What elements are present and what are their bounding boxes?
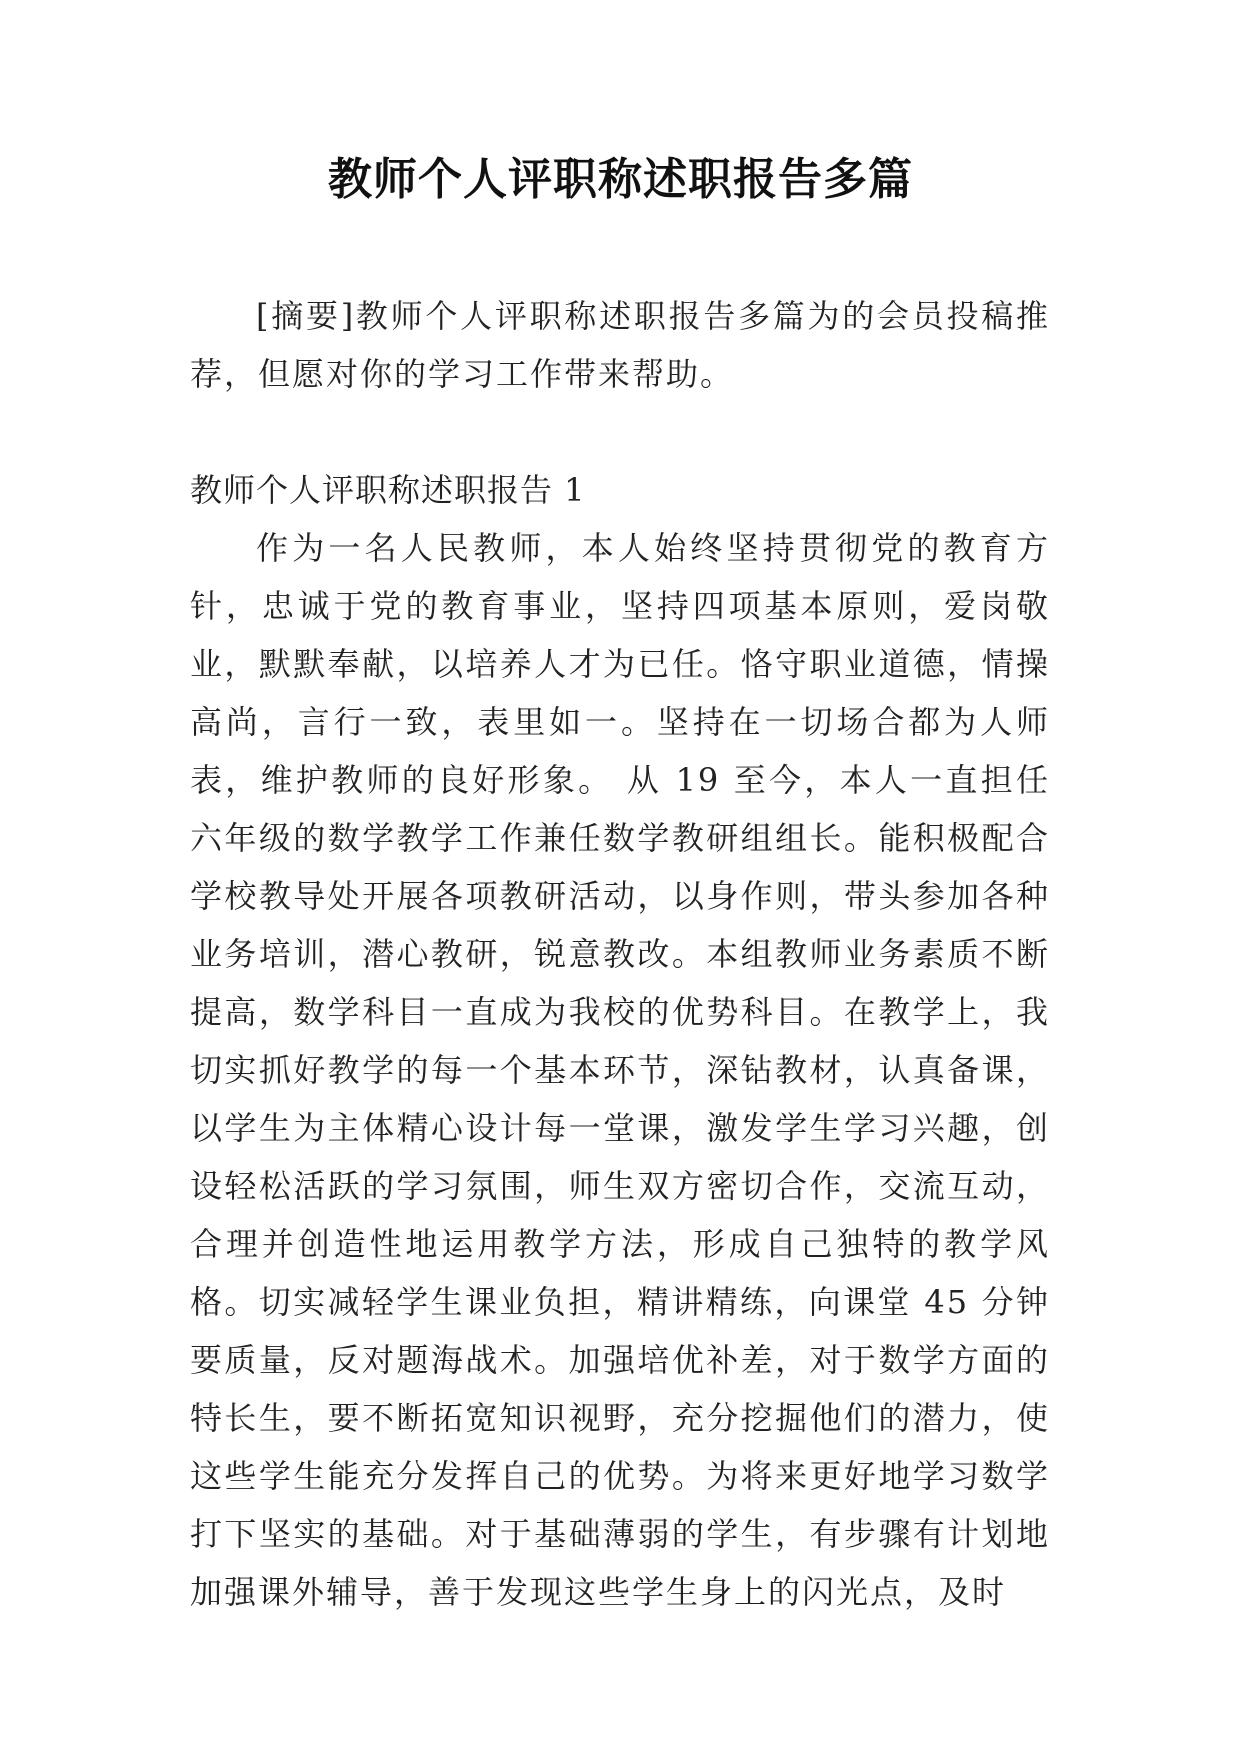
body-paragraph: 作为一名人民教师，本人始终坚持贯彻党的教育方针，忠诚于党的教育事业，坚持四项基本原则，爱岗敬业，默默奉献，以培养人才为已任。恪守职业道德，情操高尚，言行一致，表里如一。坚持在一切场合都为人师表，维护教师的良好形象。 从 19 至今，本人一直担任六年级的数学教学工作兼任数学教研组组长。能积极配合学校教导处开展各项教研活动，以身作则，带头参加各种业务培训，潜心教研，锐意教改。本组教师业务素质不断提高，数学科目一直成为我校的优势科目。在教学上，我切实抓好教学的每一个基本环节，深钻教材，认真备课，以学生为主体精心设计每一堂课，激发学生学习兴趣，创设轻松活跃的学习氛围，师生双方密切合作，交流互动，合理并创造性地运用教学方法，形成自己独特的教学风格。切实减轻学生课业负担，精讲精练，向课堂 45 分钟要质量，反对题海战术。加强培优补差，对于数学方面的特长生，要不断拓宽知识视野，充分挖掘他们的潜力，使这些学生能充分发挥自己的优势。为将来更好地学习数学打下坚实的基础。对于基础薄弱的学生，有步骤有计划地加强课外辅导，善于发现这些学生身上的闪光点，及时 <box>190 529 1050 1611</box>
abstract-paragraph: [摘要]教师个人评职称述职报告多篇为的会员投稿推荐，但愿对你的学习工作带来帮助。 <box>190 297 1050 393</box>
section-heading: 教师个人评职称述职报告 1 <box>190 471 586 509</box>
document-title: 教师个人评职称述职报告多篇 <box>328 154 913 205</box>
